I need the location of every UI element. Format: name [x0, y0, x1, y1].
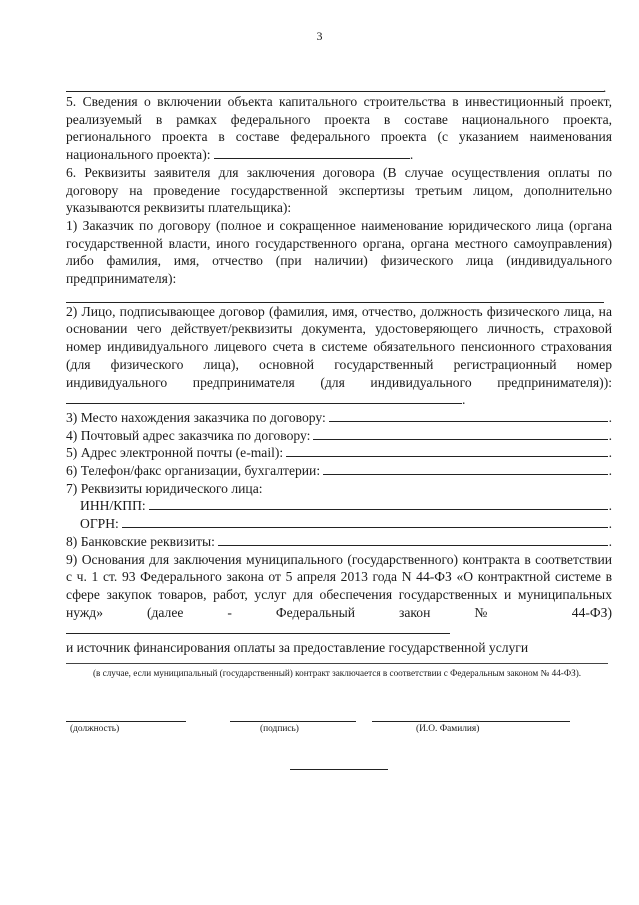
section-6-item-3: 3) Место нахождения заказчика по договору: . [66, 409, 612, 425]
phone-fax-field[interactable] [323, 462, 607, 475]
sign-label: (подпись) [260, 724, 299, 734]
footnote: (в случае, если муниципальный (государственный) контракт заключается в соответствии с Федеральным законом № 44-ФЗ). [92, 668, 582, 678]
end-divider [290, 769, 388, 770]
section-6-item-4: 4) Почтовый адрес заказчика по договору: . [66, 427, 612, 443]
ogrn-field[interactable] [122, 515, 608, 528]
email-field[interactable] [286, 444, 607, 457]
bank-details-field[interactable] [218, 533, 608, 546]
section-5-text: 5. Сведения о включении объекта капитального строительства в инвестиционный проект, реализуемый в рамках федерального проекта в составе национального проекта, регионального проекта в составе федерального проекта (с указанием наименования национального проекта): [66, 94, 612, 163]
section-5: 5. Сведения о включении объекта капитального строительства в инвестиционный проект, реализуемый в рамках федерального проекта в составе национального проекта, регионального проекта в составе федерального проекта (с указанием наименования национального проекта): . [66, 94, 612, 163]
section-6-intro: 6. Реквизиты заявителя для заключения договора (В случае осуществления оплаты по договору на проведение государственной экспертизы третьим лицом, дополнительно указываются реквизиты плательщика): [66, 164, 612, 216]
section-6-item-5: 5) Адрес электронной почты (e-mail): . [66, 445, 612, 461]
section-6-item-8: 8) Банковские реквизиты: . [66, 533, 612, 549]
postal-address-field[interactable] [313, 427, 607, 440]
customer-name-field[interactable] [66, 288, 604, 303]
inn-kpp-field[interactable] [149, 497, 608, 510]
section-6-item-2: 2) Лицо, подписывающее договор (фамилия, имя, отчество, должность физического лица, на основании чего действует/реквизиты документа, удостоверяющего личность, страховой номер индивидуального лицевого счета в системе обязательного пенсионного страхования (для физического лица), основной государственный регистрационный номер индивидуального предпринимателя (для индивидуального предпринимателя)):. [66, 303, 612, 408]
position-signature-line[interactable] [66, 721, 186, 722]
contract-basis-field[interactable] [66, 621, 450, 634]
financing-source: и источник финансирования оплаты за предоставление государственной услуги [66, 640, 529, 656]
sign-signature-line[interactable] [230, 721, 356, 722]
project-name-field[interactable] [214, 146, 410, 159]
blank-line[interactable] [66, 91, 604, 92]
section-6-item-2-text: 2) Лицо, подписывающее договор (фамилия, имя, отчество, должность физического лица, на основании чего действует/реквизиты документа, удостоверяющего личность, страховой номер индивидуального лицевого счета в системе обязательного пенсионного страхования (для физического лица), основной государственный регистрационный номер индивидуального предпринимателя (для индивидуального предпринимателя)): [66, 303, 612, 390]
signer-field[interactable] [66, 391, 462, 404]
ogrn-row: ОГРН: . [80, 516, 612, 532]
customer-location-field[interactable] [329, 409, 608, 422]
form-body [66, 93, 612, 657]
inn-kpp-row: ИНН/КПП: . [80, 498, 612, 514]
section-6-item-9 [66, 551, 612, 640]
name-label: (И.О. Фамилия) [416, 724, 480, 734]
section-6-item-7: 7) Реквизиты юридического лица: [66, 480, 263, 496]
position-label: (должность) [70, 724, 120, 734]
name-signature-line[interactable] [372, 721, 570, 722]
section-6-item-9-text: 9) Основания для заключения муниципального (государственного) контракта в соответствии с ч. 1 ст. 93 Федерального закона от 5 апреля 2013 года N 44-ФЗ «О контрактной системе в сфере закупок товаров, работ, услуг для обеспечения государственных и муниципальных нужд» (далее - Федеральный закон № 44-ФЗ) [66, 551, 612, 620]
section-6-item-1: 1) Заказчик по договору (полное и сокращенное наименование юридического лица (органа государственной власти, иного государственного органа, органа местного самоуправления) либо фамилия, имя, отчество (при наличии) физического лица (индивидуального предпринимателя): [66, 217, 612, 287]
line-end-dot: . [603, 80, 607, 95]
section-6-item-6: 6) Телефон/факс организации, бухгалтерии: . [66, 463, 612, 479]
page-number: 3 [316, 29, 323, 43]
footnote-field-line[interactable] [66, 663, 608, 664]
